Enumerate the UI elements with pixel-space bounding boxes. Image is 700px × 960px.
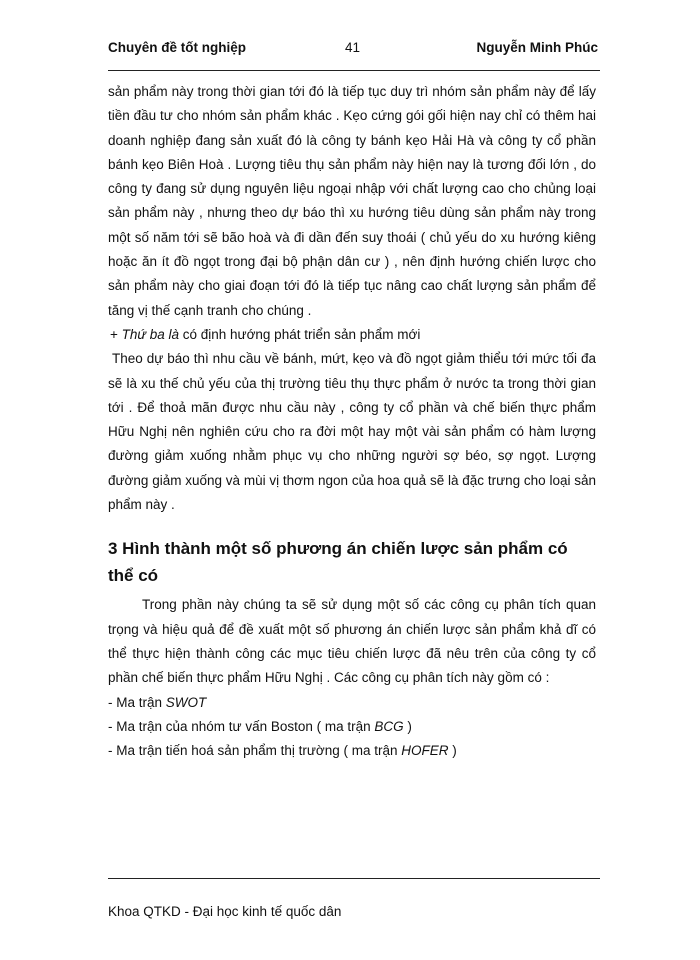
- list-item-prefix: - Ma trận của nhóm tư vấn Boston ( ma trận: [108, 718, 375, 734]
- list-item-suffix: ): [448, 743, 457, 759]
- list-item-prefix: - Ma trận: [108, 694, 166, 710]
- footer-divider: [108, 878, 600, 879]
- list-item-italic: SWOT: [165, 694, 207, 710]
- list-item-italic: HOFER: [401, 743, 449, 759]
- page-body: [108, 80, 596, 763]
- page-footer: Khoa QTKD - Đại học kinh tế quốc dân: [108, 904, 342, 919]
- header-author-name: Nguyễn Minh Phúc: [476, 40, 598, 55]
- paragraph-analysis-tools: Trong phần này chúng ta sẽ sử dụng một số các công cụ phân tích quan trọng và hiệu quả để đề xuất một số phương án chiến lược sản phẩm khả dĩ có thể thực hiện thành công các mục tiêu chiến lược đã nêu trên của công ty cổ phần chế biến thực phẩm Hữu Nghị . Các công cụ phân tích này gồm có :: [108, 597, 596, 686]
- bullet-italic-lead: Thứ ba là: [121, 326, 179, 342]
- paragraph-demand-forecast: Theo dự báo thì nhu cầu về bánh, mứt, kẹo và đồ ngọt giảm thiểu tới mức tối đa sẽ là xu thế chủ yếu của thị trường tiêu thụ thực phẩm ở nước ta trong thời gian tới . Để thoả mãn được nhu cầu này , công ty cổ phần và chế biến thực phẩm Hữu Nghị nên nghiên cứu cho ra đời một hay một vài sản phẩm có hàm lượng đường giảm xuống nhằm phục vụ cho những người sợ béo, sợ ngọt. Lượng đường giảm xuống và mùi vị thơm ngon của hoa quả sẽ là đặc trưng cho loại sản phẩm này .: [108, 351, 596, 513]
- header-page-number: 41: [345, 40, 361, 55]
- list-item-suffix: ): [403, 718, 412, 734]
- page-header: [108, 40, 598, 62]
- bullet-text: có định hướng phát triển sản phẩm mới: [178, 326, 421, 342]
- list-item-prefix: - Ma trận tiến hoá sản phẩm thị trường ( ma trận: [108, 743, 402, 759]
- list-item: [108, 691, 596, 715]
- header-divider: [108, 70, 600, 71]
- list-item: [108, 739, 596, 763]
- header-document-title: Chuyên đề tốt nghiệp: [108, 40, 246, 55]
- bullet-third-direction: [108, 323, 596, 347]
- list-item: [108, 715, 596, 739]
- bullet-marker: +: [110, 326, 122, 342]
- paragraph-product-strategy: sản phẩm này trong thời gian tới đó là tiếp tục duy trì nhóm sản phẩm này để lấy tiền đầu tư cho nhóm sản phẩm khác . Kẹo cứng gói gối hiện nay chỉ có thêm hai doanh nghiệp đang sản xuất đó là công ty bánh kẹo Hải Hà và công ty cổ phần bánh kẹo Biên Hoà . Lượng tiêu thụ sản phẩm này hiện nay là tương đối lớn , do công ty đang sử dụng nguyên liệu ngoại nhập với chất lượng cao cho chủng loại sản phẩm này , nhưng theo dự báo thì xu hướng tiêu dùng sản phẩm này trong một số năm tới sẽ bão hoà và đi dần đến suy thoái ( chủ yếu do xu hướng kiêng hoặc ăn ít đồ ngọt trong đại bộ phận dân cư ) , nên định hướng chiến lược cho sản phẩm này cho giai đoạn tới đó là tiếp tục nâng cao chất lượng sản phẩm để tăng vị thế cạnh tranh cho chúng .: [108, 84, 596, 318]
- list-item-italic: BCG: [374, 718, 404, 734]
- section-heading: 3 Hình thành một số phương án chiến lược sản phẩm có thể có: [108, 539, 568, 586]
